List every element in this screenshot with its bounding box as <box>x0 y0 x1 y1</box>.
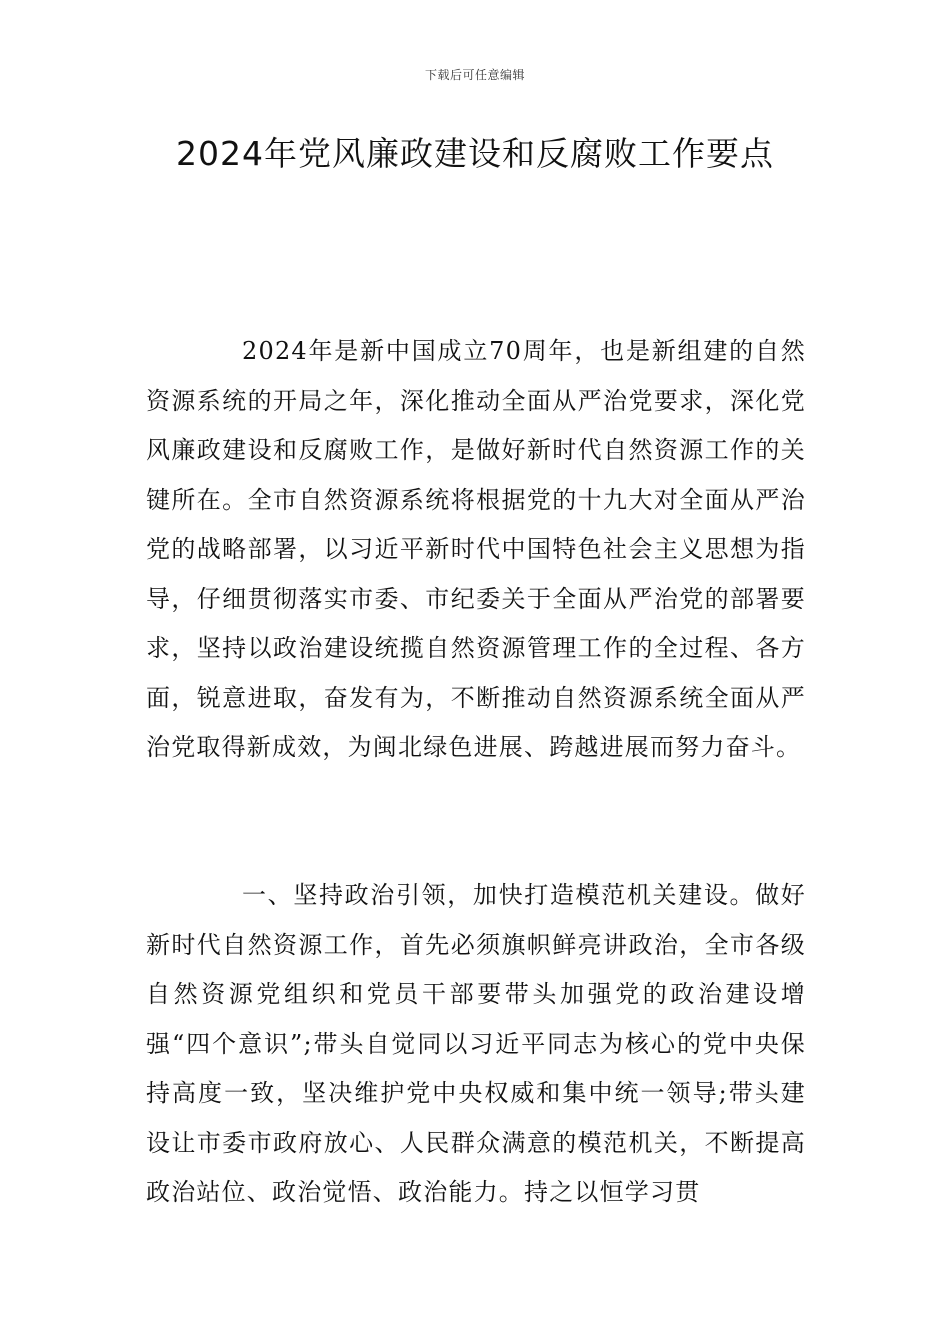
paragraph-section-one: 一、坚持政治引领，加快打造模范机关建设。做好新时代自然资源工作，首先必须旗帜鲜亮讲政治，全市各级自然资源党组织和党员干部要带头加强党的政治建设增强“四个意识”;带头自觉同以习近平同志为核心的党中央保持高度一致，坚决维护党中央权威和集中统一领导;带头建设让市委市政府放心、人民群众满意的模范机关，不断提高政治站位、政治觉悟、政治能力。持之以恒学习贯 <box>146 881 806 1206</box>
document-title: 2024年党风廉政建设和反腐败工作要点 <box>176 134 774 173</box>
paragraph-intro: 2024年是新中国成立70周年，也是新组建的自然资源系统的开局之年，深化推动全面从严治党要求，深化党风廉政建设和反腐败工作，是做好新时代自然资源工作的关键所在。全市自然资源系统将根据党的十九大对全面从严治党的战略部署，以习近平新时代中国特色社会主义思想为指导，仔细贯彻落实市委、市纪委关于全面从严治党的部署要求，坚持以政治建设统揽自然资源管理工作的全过程、各方面，锐意进取，奋发有为，不断推动自然资源系统全面从严治党取得新成效，为闽北绿色进展、跨越进展而努力奋斗。 <box>146 337 806 761</box>
header-note: 下载后可任意编辑 <box>424 68 525 82</box>
